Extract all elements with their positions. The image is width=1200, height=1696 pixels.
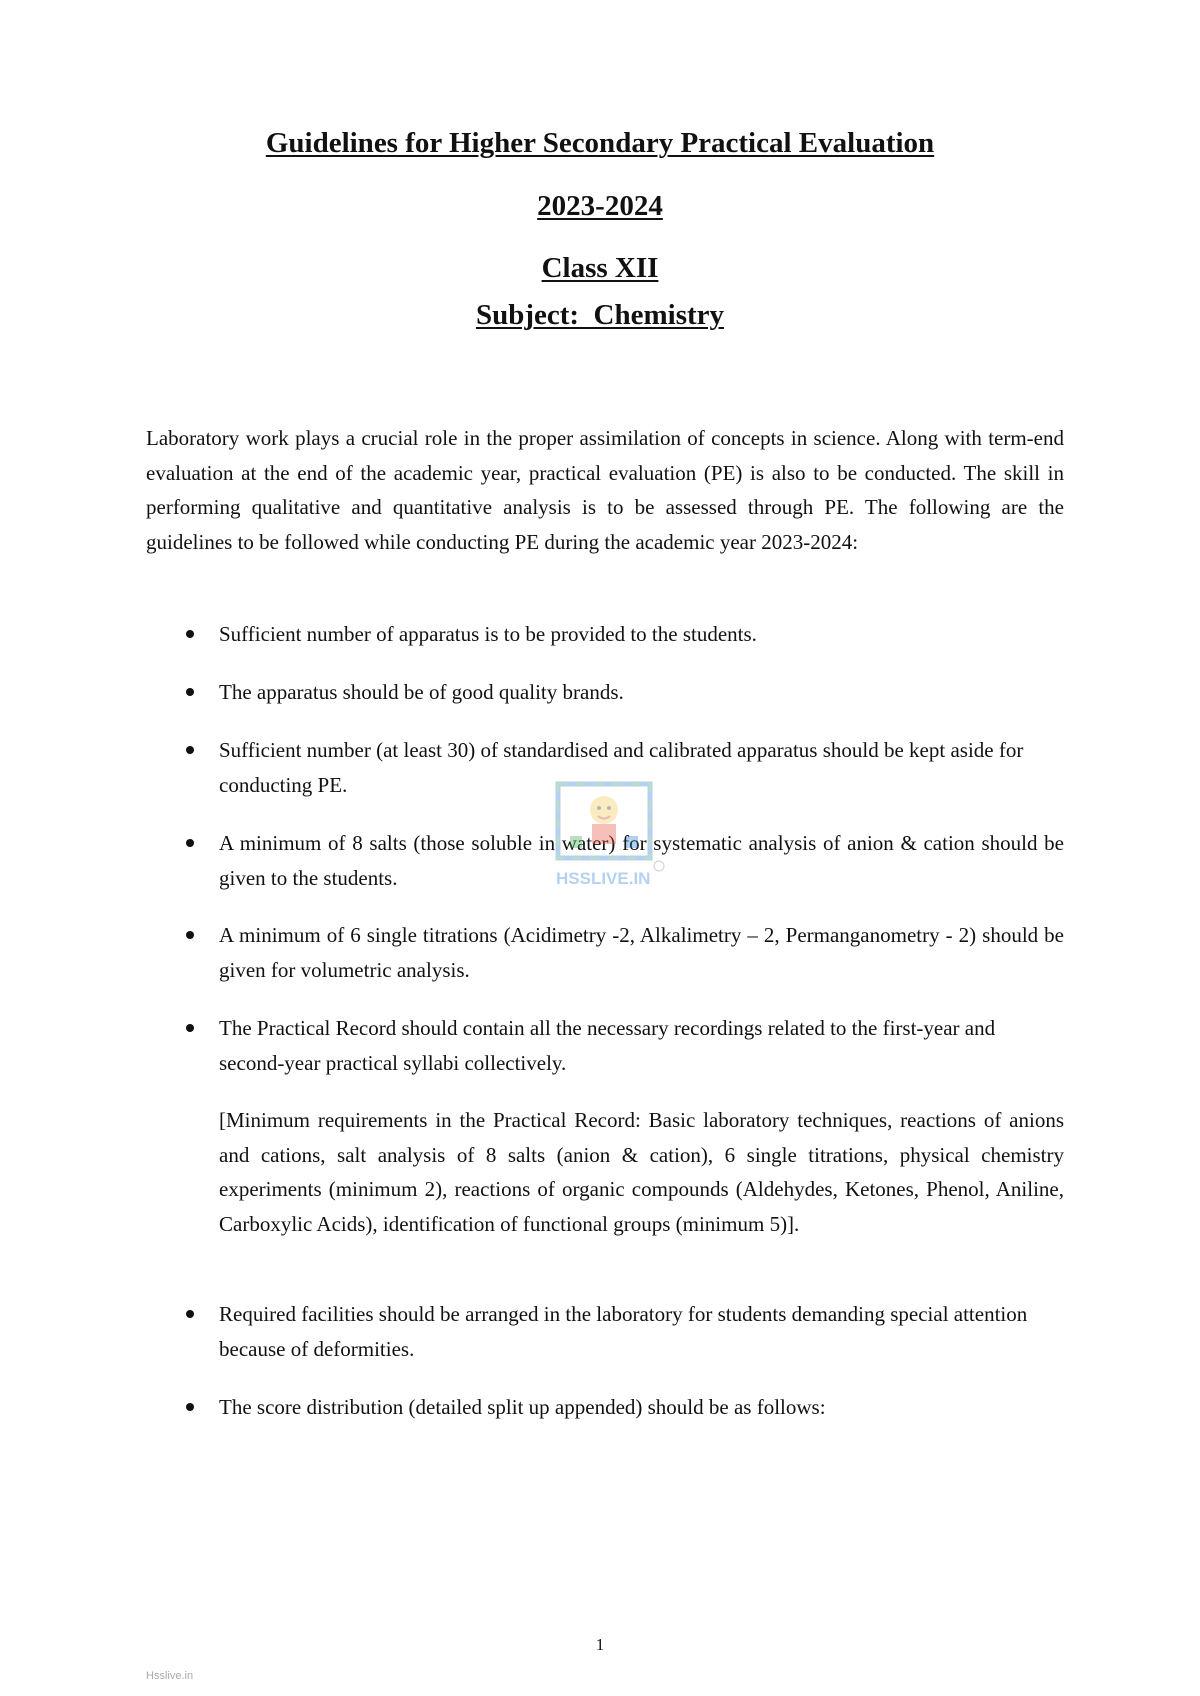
guideline-text: Sufficient number (at least 30) of standardised and calibrated apparatus should be kept aside for conducting PE. [219,738,1024,797]
bullet-icon [186,1403,194,1411]
intro-paragraph: Laboratory work plays a crucial role in the proper assimilation of concepts in science. Along with term-end evaluation at the end of the academic year, practical evaluation (PE) is also to be conducted. The skill in performing qualitative and quantitative analysis is to be assessed through PE. The following are the guidelines to be followed while conducting PE during the academic year 2023-2024: [146,426,1064,554]
subject-label: Subject: Chemistry [475,299,725,331]
class-label: Class XII [541,252,659,284]
watermark-text: HSSLIVE.IN [556,869,651,888]
guideline-text: The score distribution (detailed split up appended) should be as follows: [219,1395,826,1419]
bullet-icon [186,1310,194,1318]
guideline-text: A minimum of 8 salts (those soluble in water) for systematic analysis of anion & cation should be given to the students. [219,831,1064,890]
academic-year: 2023-2024 [537,190,663,222]
bullet-icon [186,839,194,847]
guideline-item [219,1390,1064,1425]
bullet-icon [186,746,194,754]
practical-record-note: [Minimum requirements in the Practical Record: Basic laboratory techniques, reactions of anions and cations, salt analysis of 8 salts (anion & cation), 6 single titrations, physical chemistry experiments (minimum 2), reactions of organic compounds (Aldehydes, Ketones, Phenol, Aniline, Carboxylic Acids), identification of functional groups (minimum 5)]. [219,1108,1064,1236]
hsslive-watermark-logo [552,780,670,898]
guideline-text: The Practical Record should contain all the necessary recordings related to the first-year and second-year practical syllabi collectively. [219,1016,996,1075]
bullet-icon [186,630,194,638]
watermark-icon [552,780,670,898]
guideline-item [219,918,1064,987]
guideline-item [219,1297,1039,1366]
guideline-text: Sufficient number of apparatus is to be provided to the students. [219,622,757,646]
page-number: 1 [595,1635,605,1654]
document-title: Guidelines for Higher Secondary Practical Evaluation [265,127,935,159]
guideline-text: A minimum of 6 single titrations (Acidimetry -2, Alkalimetry – 2, Permanganometry - 2) should be given for volumetric analysis. [219,923,1064,982]
bullet-icon [186,1024,194,1032]
bullet-icon [186,931,194,939]
guideline-text: The apparatus should be of good quality brands. [219,680,624,704]
bullet-icon [186,688,194,696]
guideline-item [219,617,1064,652]
guideline-item [219,1011,1034,1080]
guideline-item [219,675,1064,710]
guideline-text: Required facilities should be arranged in the laboratory for students demanding special attention because of deformities. [219,1302,1028,1361]
footer-site-link[interactable]: Hsslive.in [146,1670,194,1682]
